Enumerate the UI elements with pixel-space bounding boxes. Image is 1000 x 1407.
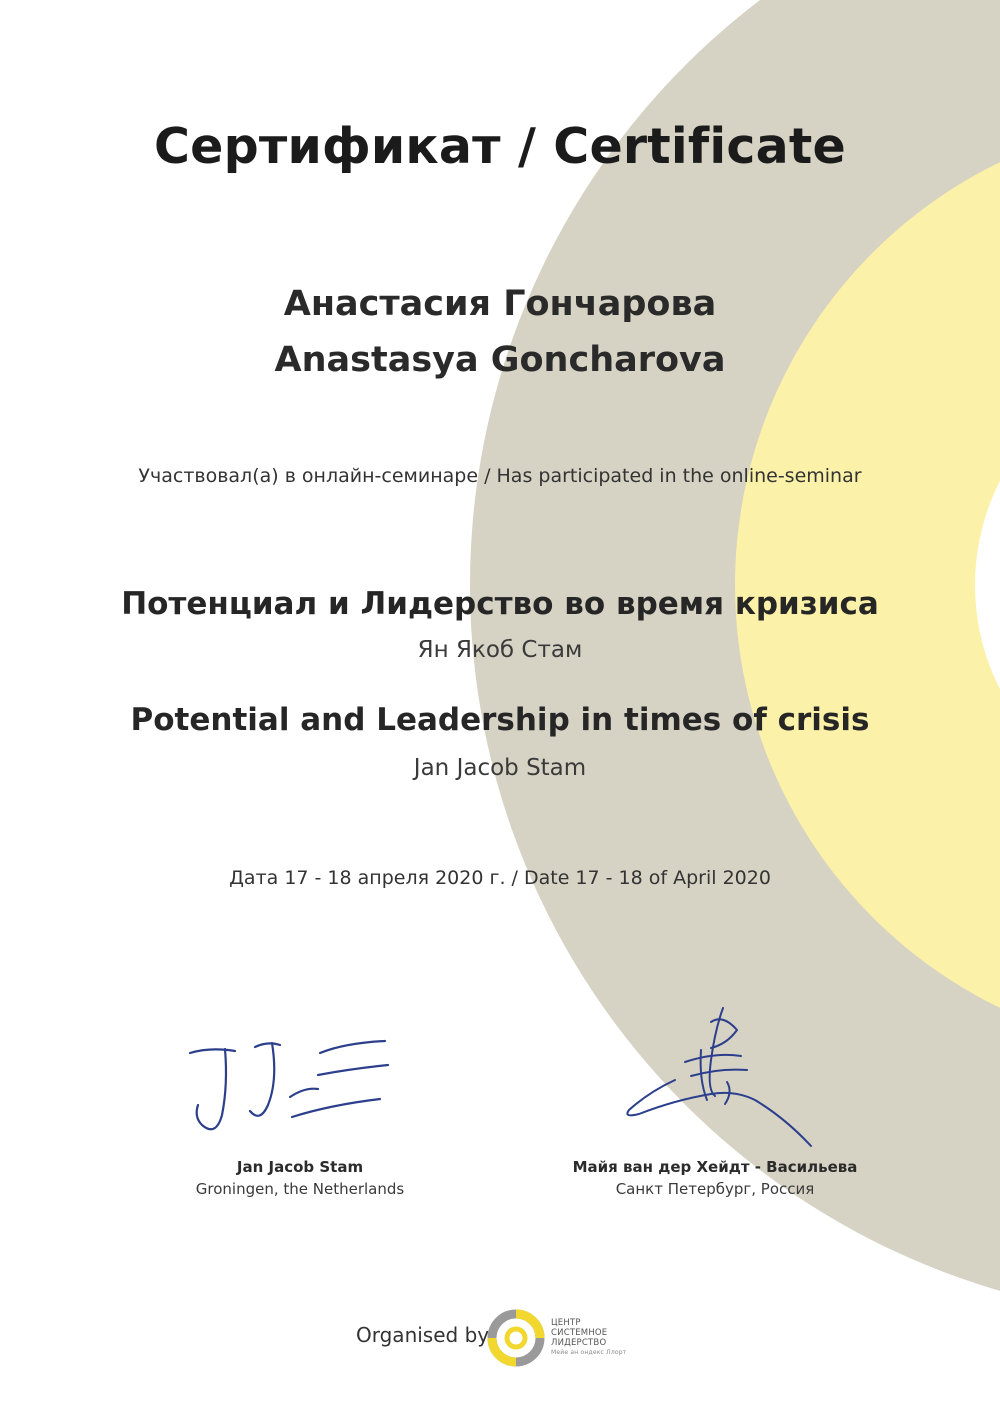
speaker-name-en: Jan Jacob Stam — [413, 755, 587, 781]
certificate-title: Сертификат / Certificate — [154, 118, 846, 175]
systemic-leadership-logo-icon — [486, 1308, 546, 1368]
logo-line: ЛИДЕРСТВО — [551, 1338, 607, 1348]
speaker-name-ru: Ян Якоб Стам — [417, 637, 583, 663]
signature-jan-jacob-stam — [180, 1025, 400, 1145]
recipient-name-en: Anastasya Goncharova — [274, 340, 726, 380]
participation-statement: Участвовал(а) в онлайн-семинаре / Has participated in the online-seminar — [138, 465, 862, 487]
logo-line: ЦЕНТР — [551, 1318, 581, 1328]
seminar-title-en: Potential and Leadership in times of crisis — [130, 702, 870, 738]
organised-by-label: Organised by — [356, 1323, 490, 1347]
seminar-date: Дата 17 - 18 апреля 2020 г. / Date 17 - 18 of April 2020 — [229, 867, 771, 889]
logo-line: СИСТЕМНОЕ — [551, 1328, 608, 1338]
signatory-left — [150, 1156, 450, 1200]
signatory-name: Майя ван дер Хейдт - Васильева — [572, 1158, 858, 1176]
seminar-title-ru: Потенциал и Лидерство во время кризиса — [121, 586, 879, 622]
logo-tagline: Мейе ан ондекс Ллорт — [551, 1349, 627, 1356]
signature-maya-van-der-heijdt — [615, 1000, 845, 1160]
recipient-name-ru: Анастасия Гончарова — [283, 284, 717, 324]
signatory-right — [565, 1156, 865, 1200]
signatory-place: Groningen, the Netherlands — [195, 1180, 405, 1198]
signatory-place: Санкт Петербург, Россия — [615, 1180, 815, 1198]
signatory-name: Jan Jacob Stam — [236, 1158, 364, 1176]
logo-wordmark — [551, 1318, 626, 1358]
